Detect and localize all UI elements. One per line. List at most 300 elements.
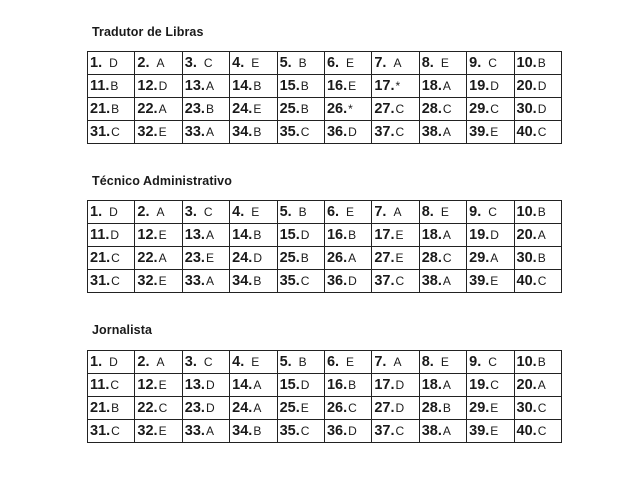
answer-cell — [514, 420, 561, 443]
answer-cell — [372, 397, 419, 420]
question-number: 31. — [90, 124, 111, 140]
answer-cell — [419, 224, 466, 247]
answer-cell — [135, 374, 182, 397]
section-title-jornalista: Jornalista — [92, 323, 153, 337]
answer-cell — [467, 351, 514, 374]
answer-letter: C — [203, 56, 213, 70]
answer-letter: C — [395, 274, 405, 288]
question-number: 5. — [279, 354, 292, 370]
question-number: 40. — [516, 423, 537, 439]
question-number: 34. — [232, 273, 253, 289]
answer-letter: C — [488, 205, 497, 219]
answer-letter: C — [395, 424, 405, 438]
answer-letter: A — [393, 205, 402, 219]
question-number: 31. — [90, 423, 111, 439]
answer-letter: B — [537, 205, 546, 219]
question-number: 24. — [232, 250, 253, 266]
table-row — [88, 397, 562, 420]
question-number: 30. — [516, 101, 537, 117]
section-title-tradutor-libras: Tradutor de Libras — [92, 25, 204, 39]
answer-letter: A — [393, 355, 402, 369]
answer-cell — [467, 420, 514, 443]
answer-cell — [88, 75, 135, 98]
question-number: 18. — [421, 227, 442, 243]
question-number: 10. — [516, 55, 537, 71]
answer-cell — [135, 397, 182, 420]
question-number: 28. — [421, 101, 442, 117]
answer-letter: C — [111, 274, 120, 288]
answer-cell — [419, 247, 466, 270]
answer-cell — [372, 98, 419, 121]
answer-cell — [182, 351, 229, 374]
table-row — [88, 201, 562, 224]
answer-cell — [182, 224, 229, 247]
answer-cell — [88, 374, 135, 397]
question-number: 25. — [279, 400, 300, 416]
question-number: 29. — [469, 250, 490, 266]
question-number: 32. — [137, 273, 158, 289]
answer-cell — [419, 98, 466, 121]
answer-cell — [88, 224, 135, 247]
answer-cell — [514, 270, 561, 293]
question-number: 36. — [326, 124, 348, 140]
answer-cell — [514, 98, 561, 121]
answer-letter: A — [490, 251, 499, 265]
question-number: 14. — [232, 227, 253, 243]
answer-cell — [419, 121, 466, 144]
answer-letter: D — [300, 378, 310, 392]
answer-cell — [135, 201, 182, 224]
answer-letter: A — [156, 56, 165, 70]
question-number: 22. — [137, 250, 158, 266]
answer-letter: E — [158, 424, 167, 438]
question-number: 37. — [374, 273, 395, 289]
question-number: 26. — [326, 250, 348, 266]
question-number: 8. — [421, 204, 434, 220]
answer-cell — [419, 75, 466, 98]
question-number: 7. — [374, 354, 387, 370]
answer-letter: C — [537, 125, 547, 139]
answer-letter: B — [111, 102, 120, 116]
answer-letter: A — [442, 125, 451, 139]
answer-cell — [514, 247, 561, 270]
question-number: 39. — [469, 423, 490, 439]
answer-letter: E — [346, 56, 355, 70]
answer-letter: D — [158, 79, 168, 93]
question-number: 8. — [421, 55, 434, 71]
question-number: 34. — [232, 124, 253, 140]
answer-letter: E — [440, 355, 449, 369]
question-number: 27. — [374, 101, 395, 117]
answer-cell — [514, 121, 561, 144]
answer-letter: A — [158, 102, 167, 116]
answer-letter: C — [537, 401, 547, 415]
question-number: 29. — [469, 101, 490, 117]
answer-cell — [467, 247, 514, 270]
question-number: 8. — [421, 354, 434, 370]
answer-letter: E — [346, 355, 355, 369]
answer-cell — [135, 121, 182, 144]
answer-letter: C — [442, 102, 452, 116]
question-number: 19. — [469, 78, 490, 94]
answer-cell — [419, 351, 466, 374]
question-number: 24. — [232, 101, 253, 117]
answer-letter: E — [490, 424, 499, 438]
section-title-tecnico-administrativo: Técnico Administrativo — [92, 174, 232, 188]
answer-cell — [419, 201, 466, 224]
answer-letter: D — [109, 56, 118, 70]
question-number: 16. — [326, 227, 348, 243]
answer-letter: C — [300, 274, 310, 288]
answer-letter: B — [537, 355, 546, 369]
answer-cell — [135, 270, 182, 293]
answer-cell — [135, 52, 182, 75]
answer-letter: A — [205, 228, 214, 242]
answer-cell — [372, 374, 419, 397]
question-number: 21. — [90, 400, 111, 416]
answer-letter: B — [253, 79, 262, 93]
answer-cell — [514, 224, 561, 247]
answer-letter: D — [253, 251, 263, 265]
question-number: 18. — [421, 78, 442, 94]
question-number: 7. — [374, 204, 387, 220]
question-number: 39. — [469, 124, 490, 140]
answer-letter: E — [395, 251, 404, 265]
answer-cell — [230, 420, 277, 443]
question-number: 31. — [90, 273, 111, 289]
question-number: 2. — [137, 204, 150, 220]
answer-cell — [324, 247, 371, 270]
answer-table-tradutor-libras — [87, 51, 562, 144]
answer-cell — [230, 224, 277, 247]
answer-letter: C — [395, 102, 405, 116]
answer-letter: B — [253, 228, 262, 242]
answer-letter: C — [488, 56, 497, 70]
answer-cell — [277, 374, 324, 397]
answer-cell — [467, 397, 514, 420]
answer-letter: B — [300, 102, 309, 116]
answer-letter: A — [205, 125, 214, 139]
question-number: 27. — [374, 250, 395, 266]
answer-cell — [230, 247, 277, 270]
answer-letter: B — [298, 355, 307, 369]
question-number: 15. — [279, 377, 300, 393]
question-number: 30. — [516, 250, 537, 266]
answer-letter: E — [348, 79, 357, 93]
answer-letter: A — [442, 79, 451, 93]
answer-letter: A — [205, 274, 214, 288]
answer-cell — [277, 98, 324, 121]
question-number: 2. — [137, 354, 150, 370]
question-number: 17. — [374, 377, 395, 393]
answer-cell — [277, 201, 324, 224]
answer-letter: D — [109, 355, 118, 369]
answer-letter: C — [300, 424, 310, 438]
question-number: 13. — [184, 227, 205, 243]
question-number: 11. — [90, 377, 110, 393]
answer-letter: E — [158, 125, 167, 139]
answer-cell — [277, 75, 324, 98]
answer-cell — [135, 247, 182, 270]
answer-cell — [372, 270, 419, 293]
answer-letter: B — [253, 125, 262, 139]
answer-cell — [230, 75, 277, 98]
answer-cell — [88, 121, 135, 144]
answer-letter: D — [395, 401, 405, 415]
answer-cell — [514, 351, 561, 374]
answer-letter: E — [251, 355, 260, 369]
answer-letter: C — [442, 251, 452, 265]
answer-cell — [324, 270, 371, 293]
answer-letter: B — [537, 56, 546, 70]
question-number: 3. — [184, 354, 197, 370]
question-number: 26. — [326, 101, 348, 117]
answer-cell — [419, 420, 466, 443]
question-number: 38. — [421, 273, 442, 289]
answer-letter: A — [253, 378, 262, 392]
answer-letter: E — [490, 274, 499, 288]
question-number: 9. — [469, 204, 482, 220]
answer-cell — [324, 75, 371, 98]
question-number: 16. — [326, 377, 348, 393]
answer-letter: A — [205, 79, 214, 93]
answer-letter: E — [158, 228, 167, 242]
answer-cell — [372, 52, 419, 75]
answer-cell — [277, 121, 324, 144]
answer-cell — [182, 247, 229, 270]
answer-letter: C — [203, 355, 213, 369]
answer-letter: A — [253, 401, 262, 415]
answer-cell — [230, 52, 277, 75]
question-number: 6. — [326, 204, 340, 220]
question-number: 2. — [137, 55, 150, 71]
answer-cell — [277, 420, 324, 443]
question-number: 30. — [516, 400, 537, 416]
answer-cell — [135, 420, 182, 443]
question-number: 20. — [516, 227, 537, 243]
question-number: 11. — [90, 227, 110, 243]
answer-cell — [514, 52, 561, 75]
answer-cell — [182, 201, 229, 224]
question-number: 12. — [137, 377, 158, 393]
question-number: 33. — [184, 124, 205, 140]
question-number: 25. — [279, 250, 300, 266]
question-number: 10. — [516, 204, 537, 220]
answer-letter: A — [442, 228, 451, 242]
answer-letter: C — [537, 424, 547, 438]
answer-letter: A — [537, 228, 546, 242]
answer-letter: C — [300, 125, 310, 139]
question-number: 17. — [374, 78, 395, 94]
answer-letter: D — [395, 378, 405, 392]
question-number: 20. — [516, 377, 537, 393]
question-number: 1. — [90, 204, 103, 220]
answer-cell — [88, 201, 135, 224]
answer-cell — [324, 201, 371, 224]
answer-letter: D — [110, 228, 120, 242]
answer-cell — [135, 224, 182, 247]
answer-cell — [277, 351, 324, 374]
answer-cell — [419, 52, 466, 75]
answer-letter: C — [395, 125, 405, 139]
answer-cell — [182, 98, 229, 121]
answer-cell — [419, 374, 466, 397]
answer-letter: D — [537, 79, 547, 93]
answer-letter: C — [490, 378, 499, 392]
answer-letter: A — [158, 251, 167, 265]
answer-cell — [324, 121, 371, 144]
question-number: 13. — [184, 78, 205, 94]
table-row — [88, 224, 562, 247]
answer-letter: C — [111, 251, 120, 265]
answer-cell — [467, 121, 514, 144]
question-number: 40. — [516, 273, 537, 289]
question-number: 32. — [137, 124, 158, 140]
answer-cell — [182, 75, 229, 98]
answer-cell — [277, 247, 324, 270]
answer-letter: * — [395, 79, 401, 93]
question-number: 23. — [184, 250, 205, 266]
answer-letter: C — [110, 378, 120, 392]
answer-cell — [372, 75, 419, 98]
answer-cell — [514, 397, 561, 420]
question-number: 25. — [279, 101, 300, 117]
answer-cell — [182, 52, 229, 75]
question-number: 28. — [421, 400, 442, 416]
answer-cell — [324, 52, 371, 75]
answer-cell — [467, 75, 514, 98]
question-number: 15. — [279, 227, 300, 243]
question-number: 35. — [279, 273, 300, 289]
answer-letter: * — [348, 102, 353, 116]
answer-letter: E — [440, 56, 449, 70]
answer-letter: C — [490, 102, 499, 116]
question-number: 38. — [421, 124, 442, 140]
answer-cell — [514, 201, 561, 224]
answer-cell — [230, 98, 277, 121]
question-number: 13. — [184, 377, 205, 393]
answer-cell — [277, 397, 324, 420]
answer-cell — [182, 397, 229, 420]
answer-cell — [514, 374, 561, 397]
answer-cell — [182, 374, 229, 397]
answer-grid — [87, 200, 562, 293]
answer-letter: C — [111, 125, 120, 139]
answer-cell — [230, 351, 277, 374]
answer-letter: B — [111, 401, 120, 415]
question-number: 15. — [279, 78, 300, 94]
question-number: 21. — [90, 250, 111, 266]
question-number: 1. — [90, 55, 103, 71]
answer-letter: B — [537, 251, 546, 265]
answer-letter: B — [110, 79, 119, 93]
answer-letter: E — [346, 205, 355, 219]
question-number: 17. — [374, 227, 395, 243]
question-number: 28. — [421, 250, 442, 266]
answer-letter: B — [348, 228, 357, 242]
answer-letter: D — [490, 79, 499, 93]
question-number: 38. — [421, 423, 442, 439]
answer-letter: B — [300, 251, 309, 265]
question-number: 3. — [184, 55, 197, 71]
answer-letter: A — [442, 424, 451, 438]
question-number: 7. — [374, 55, 387, 71]
question-number: 14. — [232, 377, 253, 393]
question-number: 39. — [469, 273, 490, 289]
table-row — [88, 420, 562, 443]
answer-letter: B — [348, 378, 357, 392]
answer-letter: E — [395, 228, 404, 242]
answer-letter: A — [393, 56, 402, 70]
answer-cell — [324, 374, 371, 397]
answer-cell — [88, 420, 135, 443]
answer-cell — [372, 121, 419, 144]
answer-cell — [277, 270, 324, 293]
answer-cell — [372, 420, 419, 443]
answer-letter: D — [348, 274, 357, 288]
answer-cell — [230, 397, 277, 420]
question-number: 9. — [469, 55, 482, 71]
answer-cell — [135, 351, 182, 374]
answer-letter: A — [348, 251, 357, 265]
answer-table-tecnico-administrativo — [87, 200, 562, 293]
answer-grid — [87, 350, 562, 443]
table-row — [88, 75, 562, 98]
question-number: 23. — [184, 400, 205, 416]
table-row — [88, 247, 562, 270]
answer-cell — [230, 374, 277, 397]
question-number: 12. — [137, 78, 158, 94]
table-row — [88, 52, 562, 75]
answer-cell — [324, 397, 371, 420]
answer-grid — [87, 51, 562, 144]
answer-cell — [467, 224, 514, 247]
answer-cell — [419, 270, 466, 293]
question-number: 20. — [516, 78, 537, 94]
question-number: 4. — [232, 204, 245, 220]
answer-letter: C — [488, 355, 497, 369]
answer-cell — [514, 75, 561, 98]
answer-letter: E — [490, 125, 499, 139]
answer-cell — [324, 420, 371, 443]
table-row — [88, 351, 562, 374]
answer-cell — [467, 52, 514, 75]
question-number: 5. — [279, 204, 292, 220]
question-number: 9. — [469, 354, 482, 370]
answer-letter: D — [300, 228, 310, 242]
question-number: 4. — [232, 354, 245, 370]
question-number: 3. — [184, 204, 197, 220]
answer-cell — [88, 270, 135, 293]
answer-cell — [230, 270, 277, 293]
question-number: 1. — [90, 354, 103, 370]
answer-letter: E — [158, 274, 167, 288]
answer-cell — [88, 397, 135, 420]
answer-letter: B — [442, 401, 451, 415]
answer-letter: A — [442, 378, 451, 392]
question-number: 36. — [326, 273, 348, 289]
answer-cell — [230, 121, 277, 144]
question-number: 19. — [469, 377, 490, 393]
answer-cell — [467, 374, 514, 397]
question-number: 18. — [421, 377, 442, 393]
answer-cell — [182, 420, 229, 443]
table-row — [88, 374, 562, 397]
question-number: 32. — [137, 423, 158, 439]
question-number: 40. — [516, 124, 537, 140]
answer-cell — [88, 98, 135, 121]
answer-cell — [88, 247, 135, 270]
